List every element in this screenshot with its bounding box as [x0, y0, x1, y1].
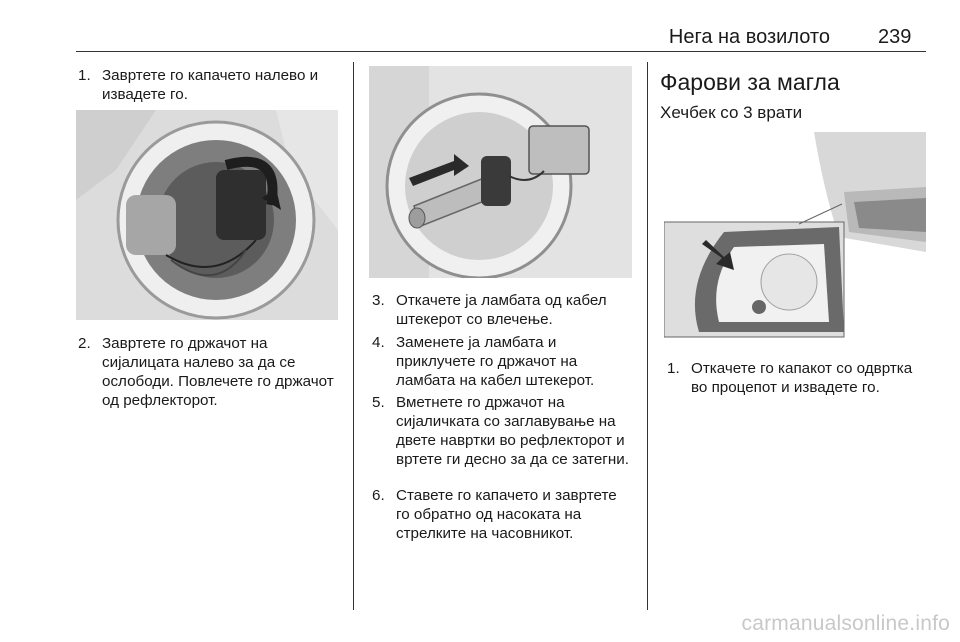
fog-step-1 — [667, 359, 932, 397]
step-text: Ставете го капачето и завртете го обратно од насоката на стрелките на часовникот. — [396, 487, 617, 542]
header-rule — [76, 51, 926, 52]
figure-bulb-removal — [369, 66, 632, 278]
step-number: 4. — [372, 334, 385, 351]
section-subtitle: Хечбек со 3 врати — [660, 103, 803, 122]
step-number: 6. — [372, 487, 385, 504]
step-number: 1. — [78, 67, 91, 84]
step-text: Вметнете го држачот на сијаличката со заглавување на двете навртки во рефлекторот и вртете ги десно за да се затегни. — [396, 394, 629, 468]
column-divider-2 — [647, 62, 648, 610]
watermark-text: carmanualsonline.info — [741, 612, 950, 635]
step-number: 2. — [78, 335, 91, 352]
page-number: 239 — [878, 26, 912, 48]
figure-fog-light — [664, 132, 926, 342]
step-2 — [78, 334, 343, 410]
step-text: Завртете го капачето налево и извадете го. — [102, 67, 319, 103]
column-divider-1 — [353, 62, 354, 610]
step-text: Завртете го држачот на сијалицата налево за да се ослободи. Повлечете го држачот од рефлекторот. — [102, 335, 334, 409]
step-1 — [78, 66, 343, 104]
step-number: 3. — [372, 292, 385, 309]
step-number: 5. — [372, 394, 385, 411]
page-header-title: Нега на возилото — [668, 26, 830, 48]
step-text: Заменете ја ламбата и приклучете го држачот на ламбата на кабел штекерот. — [396, 334, 595, 389]
section-title: Фарови за магла — [660, 69, 840, 95]
step-5 — [372, 393, 634, 469]
step-text: Откачете ја ламбата од кабел штекерот со влечење. — [396, 292, 607, 328]
step-4 — [372, 333, 634, 390]
figure-cap-removal — [76, 110, 338, 320]
step-3 — [372, 291, 634, 329]
step-text: Откачете го капакот со одвртка во процепот и извадете го. — [691, 360, 913, 396]
step-number: 1. — [667, 360, 680, 377]
step-6 — [372, 486, 634, 543]
